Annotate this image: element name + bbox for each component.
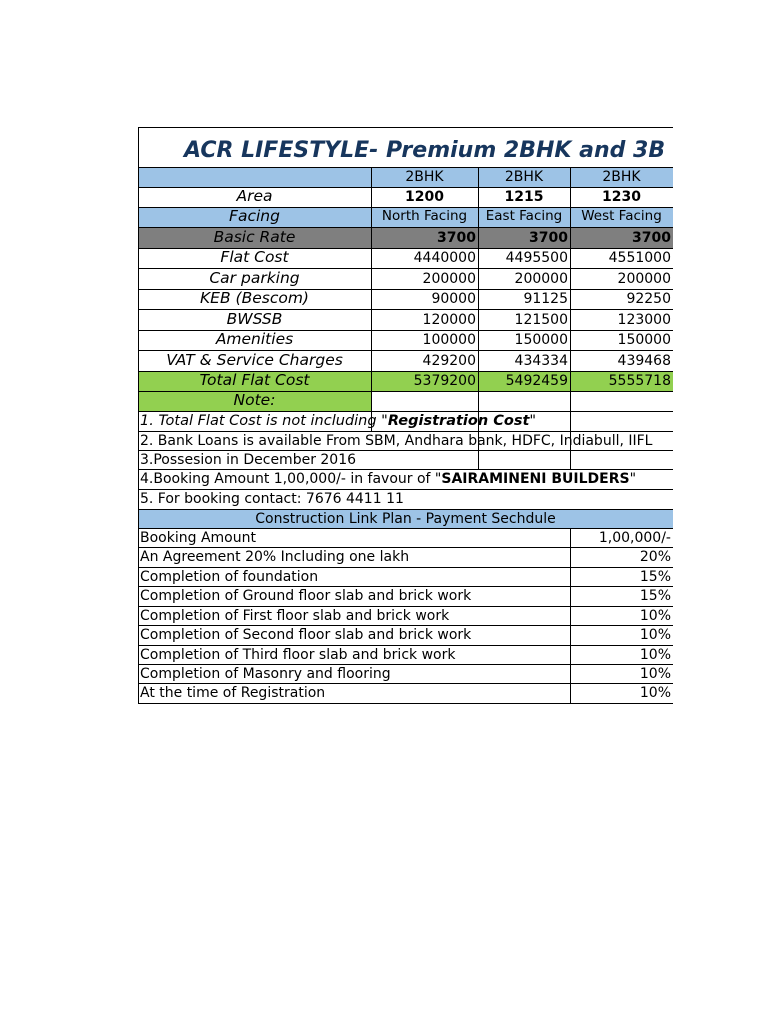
row-label-car-parking: Car parking	[209, 268, 300, 287]
plan-value-5: 10%	[639, 607, 671, 624]
car-parking-value-3: 200000	[617, 270, 671, 287]
amenities-value-1: 100000	[422, 332, 476, 348]
plan-heading: Construction Link Plan - Payment Sechdule	[255, 510, 556, 527]
unit-type-2: 2BHK	[504, 169, 544, 185]
bwssb-value-3: 123000	[617, 311, 671, 328]
plan-stage-8: Completion of Masonry and flooring	[140, 665, 391, 682]
plan-stage-5: Completion of First floor slab and brick work	[140, 607, 450, 624]
plan-stage-9: At the time of Registration	[140, 685, 326, 701]
row-label-keb: KEB (Bescom)	[200, 289, 309, 308]
plan-stage-4: Completion of Ground floor slab and brick work	[140, 588, 472, 604]
flat-cost-value-2: 4495500	[505, 250, 568, 266]
vat-value-2: 434334	[514, 352, 568, 369]
row-label-basic-rate: Basic Rate	[213, 228, 296, 247]
sheet-title: ACR LIFESTYLE- Premium 2BHK and 3B	[184, 138, 666, 163]
note-4-suffix: "	[629, 471, 637, 487]
keb-value-3: 92250	[626, 291, 671, 307]
plan-stage-3: Completion of foundation	[140, 568, 319, 585]
row-label-total-flat-cost: Total Flat Cost	[199, 371, 310, 390]
amenities-value-3: 150000	[617, 332, 671, 348]
plan-stage-2: An Agreement 20% Including one lakh	[140, 549, 410, 565]
note-4	[138, 469, 636, 489]
facing-value-2: East Facing	[485, 208, 563, 225]
plan-value-6: 10%	[639, 627, 671, 643]
note-2: 2. Bank Loans is available From SBM, Andhara bank, HDFC, Indiabull, IIFL	[140, 432, 653, 449]
total-value-2: 5492459	[505, 373, 568, 389]
keb-value-2: 91125	[523, 291, 568, 307]
row-label-facing: Facing	[229, 207, 280, 226]
car-parking-value-2: 200000	[514, 270, 568, 287]
car-parking-value-1: 200000	[422, 270, 476, 287]
area-value-1: 1200	[405, 189, 444, 205]
flat-cost-value-1: 4440000	[413, 250, 476, 266]
area-value-3: 1230	[602, 189, 641, 205]
basic-rate-value-2: 3700	[529, 230, 568, 246]
note-4-prefix: 4.Booking Amount 1,00,000/- in favour of "	[140, 471, 442, 487]
plan-value-3: 15%	[639, 568, 671, 585]
row-label-amenities: Amenities	[215, 330, 294, 349]
plan-value-9: 10%	[639, 685, 671, 701]
keb-value-1: 90000	[431, 291, 476, 307]
flat-cost-value-3: 4551000	[608, 250, 671, 266]
plan-value-2: 20%	[639, 549, 671, 565]
vat-value-1: 429200	[422, 352, 476, 369]
row-label-vat: VAT & Service Charges	[166, 350, 343, 369]
basic-rate-value-3: 3700	[632, 230, 671, 246]
plan-stage-1: Booking Amount	[140, 529, 256, 546]
note-5: 5. For booking contact: 7676 4411 11	[140, 491, 404, 507]
vat-value-3: 439468	[617, 352, 671, 369]
bwssb-value-1: 120000	[422, 311, 476, 328]
note-1-suffix: "	[529, 412, 537, 429]
plan-value-8: 10%	[639, 665, 671, 682]
row-label-flat-cost: Flat Cost	[220, 248, 289, 267]
note-3: 3.Possesion in December 2016	[140, 451, 357, 468]
area-value-2: 1215	[504, 189, 544, 205]
plan-stage-7: Completion of Third floor slab and brick work	[140, 646, 456, 663]
plan-value-4: 15%	[639, 588, 671, 604]
total-value-3: 5555718	[608, 373, 671, 389]
note-1	[138, 411, 536, 431]
note-1-bold: Registration Cost	[387, 412, 530, 429]
unit-type-3: 2BHK	[602, 169, 641, 185]
amenities-value-2: 150000	[514, 332, 568, 348]
unit-type-1: 2BHK	[405, 169, 444, 185]
price-sheet	[138, 127, 673, 704]
row-label-area: Area	[236, 187, 273, 206]
plan-stage-6: Completion of Second floor slab and brick work	[140, 627, 472, 643]
plan-value-1: 1,00,000/-	[598, 529, 671, 546]
plan-value-7: 10%	[639, 646, 671, 663]
total-value-1: 5379200	[413, 373, 476, 389]
note-1-prefix: 1. Total Flat Cost is not including "	[140, 412, 388, 429]
facing-value-1: North Facing	[381, 208, 468, 225]
bwssb-value-2: 121500	[514, 311, 568, 328]
note-heading: Note:	[233, 391, 276, 410]
facing-value-3: West Facing	[581, 208, 662, 225]
row-label-bwssb: BWSSB	[226, 309, 283, 328]
basic-rate-value-1: 3700	[437, 230, 476, 246]
note-4-bold: SAIRAMINENI BUILDERS	[441, 471, 630, 487]
